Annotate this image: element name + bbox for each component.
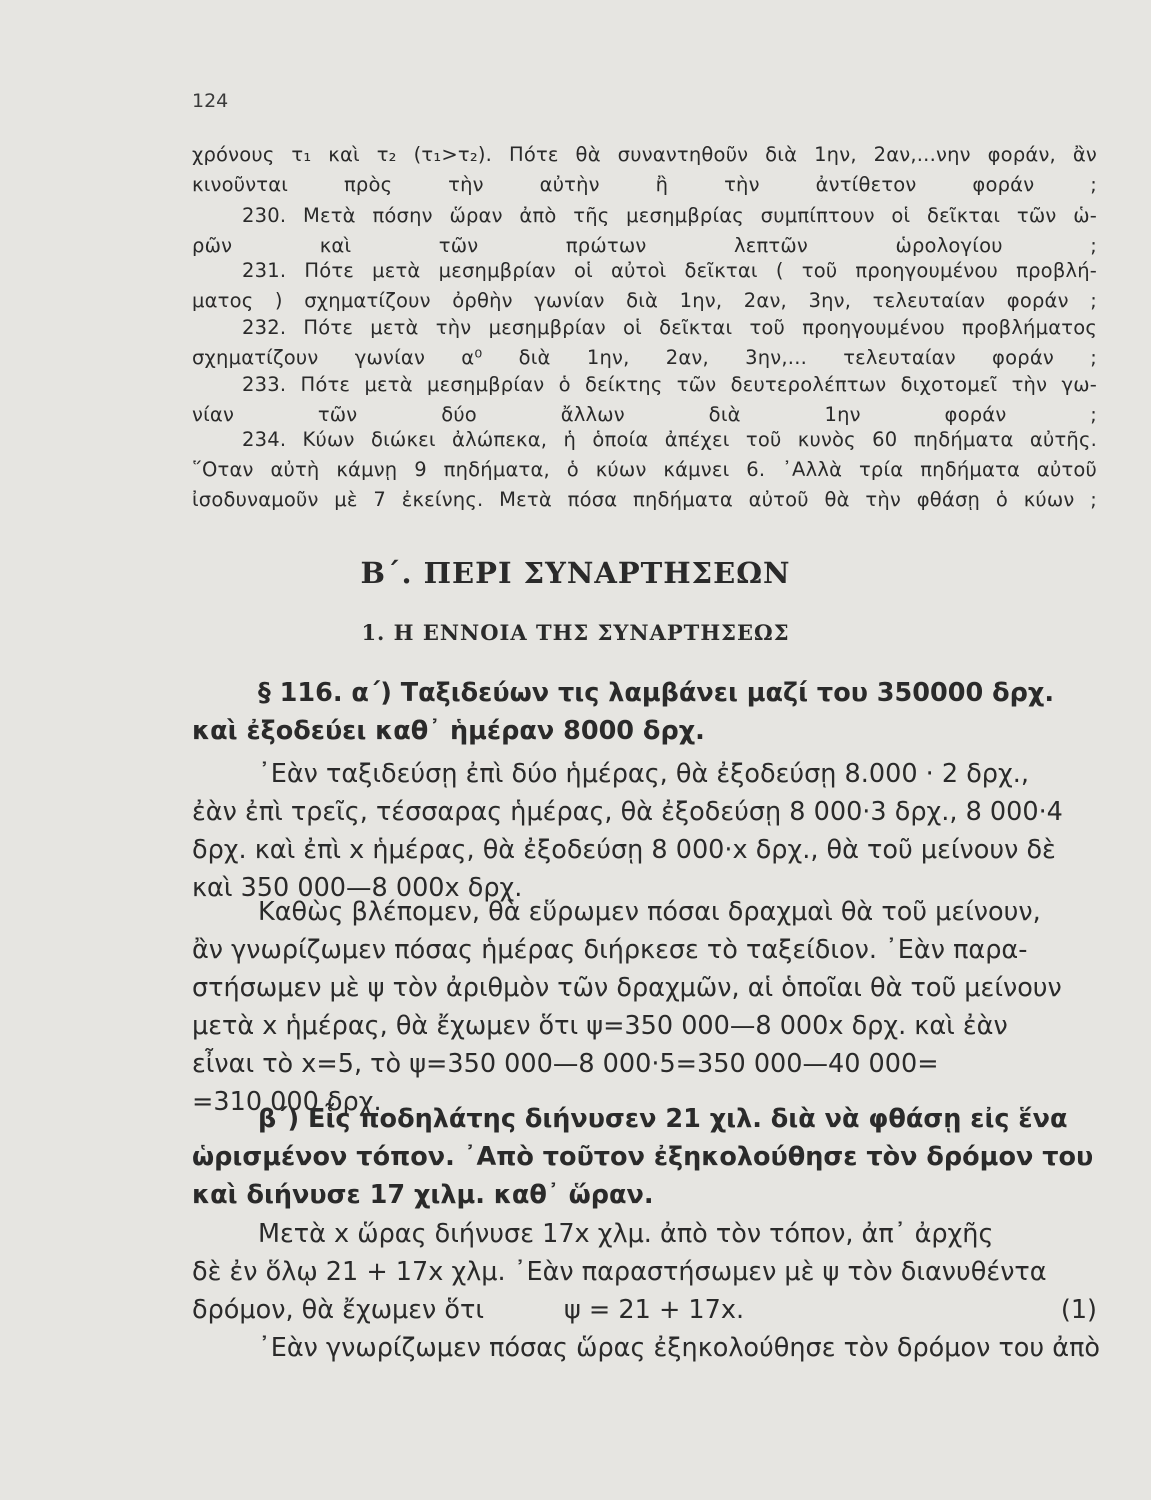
text-line: στήσωμεν μὲ ψ τὸν ἀριθμὸν τῶν δραχμῶν, αἱ ὁποῖαι θὰ τοῦ μείνουν xyxy=(192,973,1062,1003)
section-116-b-text-1 xyxy=(192,1215,1097,1291)
problem-230 xyxy=(192,201,1097,261)
text-line: β΄) Εἷς ποδηλάτης διήνυσεν 21 χιλ. διὰ νὰ φθάσῃ εἰς ἕνα xyxy=(258,1104,1068,1134)
section-116-b-text-2 xyxy=(192,1329,1101,1367)
problem-234 xyxy=(192,425,1097,515)
text-line: ματος ) σχηματίζουν ὀρθὴν γωνίαν διὰ 1ην, 2αν, 3ην, τελευταίαν φοράν ; xyxy=(192,289,1097,312)
text-line: κινοῦνται πρὸς τὴν αὐτὴν ἢ τὴν ἀντίθετον φοράν ; xyxy=(192,173,1097,196)
chapter-heading: Β΄. ΠΕΡΙ ΣΥΝΑΡΤΗΣΕΩΝ xyxy=(360,556,791,590)
text-line: ᾿Εὰν ταξιδεύσῃ ἐπὶ δύο ἡμέρας, θὰ ἐξοδεύσῃ 8.000 · 2 δρχ., xyxy=(258,759,1029,789)
text-line: ῞Οταν αὐτὴ κάμνῃ 9 πηδήματα, ὁ κύων κάμνει 6. ᾿Αλλὰ τρία πηδήματα αὐτοῦ xyxy=(192,458,1097,481)
equation-line xyxy=(192,1291,1097,1329)
text-line: 230. Μετὰ πόσην ὥραν ἀπὸ τῆς μεσημβρίας συμπίπτουν οἱ δεῖκται τῶν ὡ- xyxy=(242,204,1097,227)
text-line: καὶ ἐξοδεύει καθ᾿ ἡμέραν 8000 δρχ. xyxy=(192,716,705,746)
text-line: 231. Πότε μετὰ μεσημβρίαν οἱ αὐτοὶ δεῖκται ( τοῦ προηγουμένου προβλή- xyxy=(242,259,1097,282)
section-116-b-title xyxy=(192,1100,1097,1214)
section-116-a-text-1 xyxy=(192,755,1097,907)
text-line: ἂν γνωρίζωμεν πόσας ἡμέρας διήρκεσε τὸ ταξείδιον. ᾿Εὰν παρα- xyxy=(192,935,1028,965)
text-line: Μετὰ x ὥρας διήνυσε 17x χλμ. ἀπὸ τὸν τόπον, ἀπ᾿ ἀρχῆς xyxy=(258,1219,994,1249)
text-line: νίαν τῶν δύο ἄλλων διὰ 1ην φοράν ; xyxy=(192,403,1097,426)
problem-231 xyxy=(192,256,1097,316)
text-line: χρόνους τ₁ καὶ τ₂ (τ₁>τ₂). Πότε θὰ συναντηθοῦν διὰ 1ην, 2αν,...νην φοράν, ἂν xyxy=(192,143,1097,166)
problem-233 xyxy=(192,370,1097,430)
page-number: 124 xyxy=(192,90,229,112)
text-line: ᾿Εὰν γνωρίζωμεν πόσας ὥρας ἐξηκολούθησε τὸν δρόμον του ἀπὸ xyxy=(258,1333,1101,1363)
text-line: ρῶν καὶ τῶν πρώτων λεπτῶν ὡρολογίου ; xyxy=(192,234,1097,257)
text-line: ἐὰν ἐπὶ τρεῖς, τέσσαρας ἡμέρας, θὰ ἐξοδεύσῃ 8 000·3 δρχ., 8 000·4 xyxy=(192,797,1063,827)
text-line: ἰσοδυναμοῦν μὲ 7 ἐκείνης. Μετὰ πόσα πηδήματα αὐτοῦ θὰ τὴν φθάσῃ ὁ κύων ; xyxy=(192,488,1097,511)
text-line: =310 000 δρχ. xyxy=(192,1087,382,1117)
text-line: 232. Πότε μετὰ τὴν μεσημβρίαν οἱ δεῖκται τοῦ προηγουμένου προβλήματος xyxy=(242,316,1097,339)
text-line: καὶ 350 000—8 000x δρχ. xyxy=(192,873,523,903)
equation-lead-text: δρόμον, θὰ ἔχωμεν ὅτι xyxy=(192,1295,484,1325)
text-line: Καθὼς βλέπομεν, θὰ εὕρωμεν πόσαι δραχμαὶ θὰ τοῦ μείνουν, xyxy=(258,897,1041,927)
text-line: σχηματίζουν γωνίαν α⁰ διὰ 1ην, 2αν, 3ην,... τελευταίαν φοράν ; xyxy=(192,346,1097,369)
text-line: § 116. α΄) Ταξιδεύων τις λαμβάνει μαζί του 350000 δρχ. xyxy=(258,678,1055,708)
section-116-a-title xyxy=(192,674,1097,750)
problem-229-continuation xyxy=(192,140,1097,200)
text-line: εἶναι τὸ x=5, τὸ ψ=350 000—8 000·5=350 000—40 000= xyxy=(192,1049,939,1079)
text-line: μετὰ x ἡμέρας, θὰ ἔχωμεν ὅτι ψ=350 000—8 000x δρχ. καὶ ἐὰν xyxy=(192,1011,1008,1041)
text-line: δὲ ἐν ὅλῳ 21 + 17x χλμ. ᾿Εὰν παραστήσωμεν μὲ ψ τὸν διανυθέντα xyxy=(192,1257,1047,1287)
text-line: 233. Πότε μετὰ μεσημβρίαν ὁ δείκτης τῶν δευτερολέπτων διχοτομεῖ τὴν γω- xyxy=(242,373,1097,396)
text-line: καὶ διήνυσε 17 χιλμ. καθ᾿ ὥραν. xyxy=(192,1180,654,1210)
problem-232 xyxy=(192,313,1097,373)
equation-number: (1) xyxy=(1060,1295,1097,1325)
section-116-a-text-2 xyxy=(192,893,1097,1121)
section-heading: 1. Η ΕΝΝΟΙΑ ΤΗΣ ΣΥΝΑΡΤΗΣΕΩΣ xyxy=(361,620,790,645)
text-line: δρχ. καὶ ἐπὶ x ἡμέρας, θὰ ἐξοδεύσῃ 8 000·x δρχ., θὰ τοῦ μείνουν δὲ xyxy=(192,835,1056,865)
text-line: ὡρισμένον τόπον. ᾿Απὸ τοῦτον ἐξηκολούθησε τὸν δρόμον του xyxy=(192,1142,1094,1172)
text-line: 234. Κύων διώκει ἀλώπεκα, ἡ ὁποία ἀπέχει τοῦ κυνὸς 60 πηδήματα αὐτῆς. xyxy=(242,428,1097,451)
equation: ψ = 21 + 17x. xyxy=(564,1295,745,1325)
